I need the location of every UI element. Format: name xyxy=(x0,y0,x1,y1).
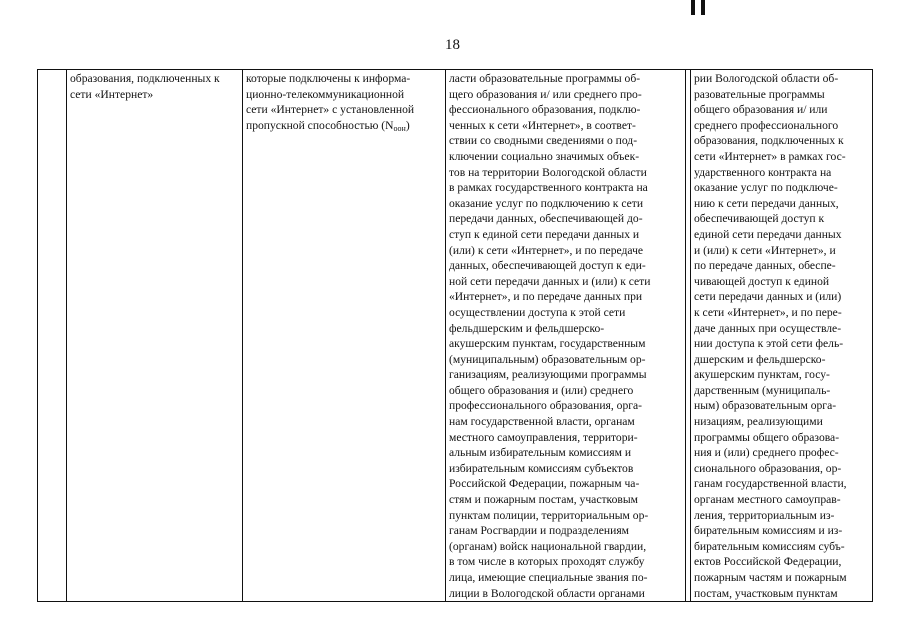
definition-main-text: которые подключены к информа- ционно-телекоммуникационной сети «Интернет» с установленной пропускной способностью (N xyxy=(246,72,415,132)
table-row xyxy=(38,70,873,602)
definition-end-text: ) xyxy=(405,118,410,132)
indicator-name-text: образования, подключенных к сети «Интернет» xyxy=(70,72,220,101)
data-source-text: рии Вологодской области об- разовательные программы общего образования и/ или среднего профессионального образования, подключенных к сети «Интернет» в рамках гос- ударственного контракта на оказание услуг по подключе- нию к сети передачи данных, обеспечивающей доступ к единой сети передачи данных и (или) к сети «Интернет», и по передаче данных, обеспе- чивающей доступ к единой сети передачи данных и (или) к сети «Интернет», и по пере- даче данных при осуществле- нии доступа к этой сети фель- дшерским и фельдшерско- акушерским пунктам, госу- дарственным (муниципаль- ным) образовательным орга- низациям, реализующими программы общего образова- ния и (или) среднего профес- сионального образования, ор- ганам государственной власти, органам местного самоуправ- ления, территориальным из- бирательным комиссиям и из- бирательным комиссиям субъ- ектов Российской Федерации, пожарным частям и пожарным постам, участковым пунктам xyxy=(694,72,847,600)
row-number-cell xyxy=(38,70,67,602)
data-source-cell xyxy=(691,70,873,602)
calculation-method-text: ласти образовательные программы об- щего образования и/ или среднего про- фессионального образования, подклю- ченных к сети «Интернет», в соответ- ствии со сводными сведениями о под- ключении социально значимых объек- тов на территории Вологодской области в рамках государственного контракта на оказание услуг по подключению к сети передачи данных, обеспечивающей до- ступ к единой сети передачи данных и (или) к сети «Интернет», и по передаче данных, обеспечивающей доступ к еди- ной сети передачи данных и (или) к сети «Интернет», и по передаче данных при осуществлении доступа к этой сети фельдшерским и фельдшерско- акушерским пунктам, государственным (муниципальным) образовательным ор- ганизациям, реализующими программы общего образования и (или) среднего профессионального образования, орга- нам государственной власти, органам местного самоуправления, территори- альным избирательным комиссиям и избирательным комиссиям субъектов Российской Федерации, пожарным ча- стям и пожарным постам, участковым пунктам полиции, территориальным ор- ганам Росгвардии и подразделениям (органам) войск национальной гвардии, в том числе в которых проходят службу лица, имеющие специальные звания по- лиции в Вологодской области органами xyxy=(449,72,651,600)
definition-subscript: оон xyxy=(393,123,406,133)
calculation-method-cell xyxy=(446,70,686,602)
methodology-table xyxy=(37,69,873,602)
definition-cell xyxy=(243,70,446,602)
indicator-name-cell xyxy=(67,70,243,602)
definition-text xyxy=(246,71,442,136)
page-number: 18 xyxy=(445,37,460,53)
scan-corner-mark xyxy=(689,0,709,16)
